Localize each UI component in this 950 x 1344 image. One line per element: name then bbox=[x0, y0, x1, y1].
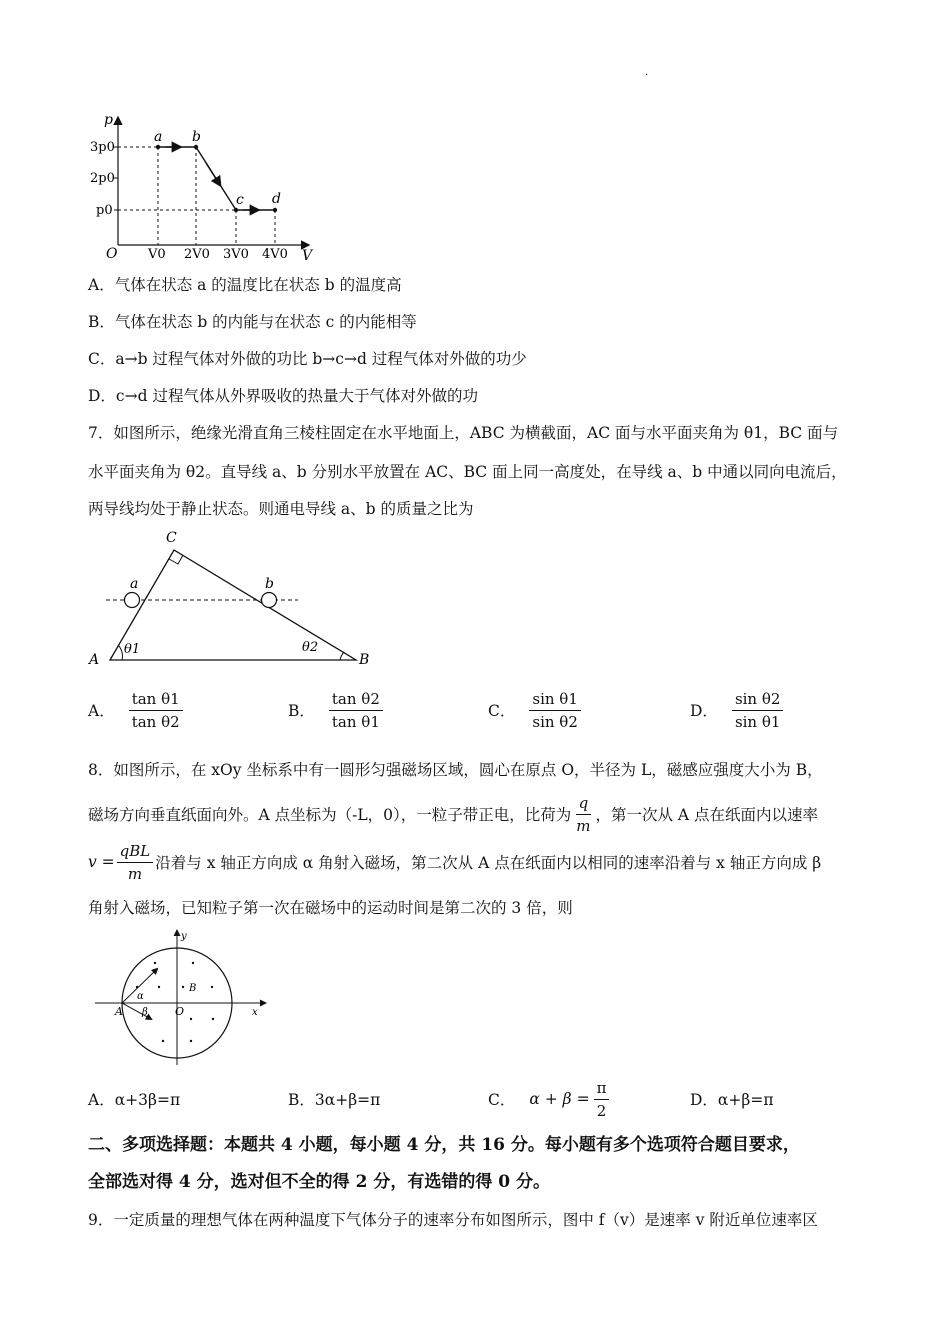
q8-option-d: D．α+β=π bbox=[690, 1091, 774, 1109]
v-tick-v0: V0 bbox=[148, 247, 166, 262]
q8-option-c: C． α + β = $\frac{\pi}{2}$ bbox=[488, 1076, 609, 1122]
prism-figure bbox=[88, 528, 388, 673]
p-tick-p0: p0 bbox=[96, 203, 113, 218]
q8-option-b: B．3α+β=π bbox=[288, 1091, 381, 1109]
origin-label: O bbox=[175, 1005, 185, 1018]
page-dot: · bbox=[645, 70, 649, 81]
vertex-b-label: B bbox=[359, 652, 370, 668]
point-b-label: b bbox=[192, 129, 201, 145]
q8-line-4: 角射入磁场，已知粒子第一次在磁场中的运动时间是第二次的 3 倍，则 bbox=[88, 899, 573, 917]
q6-option-d: D．c→d 过程气体从外界吸收的热量大于气体对外做的功 bbox=[88, 387, 478, 405]
p-tick-3p0: 3p0 bbox=[90, 140, 115, 155]
section-2-heading-line-1: 二、多项选择题：本题共 4 小题，每小题 4 分，共 16 分。每小题有多个选项符合题目要求， bbox=[88, 1135, 800, 1155]
theta2-label: θ2 bbox=[302, 640, 319, 655]
point-a-label: a bbox=[154, 129, 163, 145]
x-axis-label: x bbox=[252, 1007, 258, 1018]
q8-line-1: 8．如图所示，在 xOy 坐标系中有一圆形匀强磁场区域，圆心在原点 O，半径为 L，磁感应强度大小为 B， bbox=[88, 761, 823, 779]
q6-option-b: B．气体在状态 b 的内能与在状态 c 的内能相等 bbox=[88, 313, 417, 331]
v-tick-3v0: 3V0 bbox=[223, 247, 249, 262]
q7-option-b: B． $\frac{\text{tan θ2}}{\text{tan θ1}}$ bbox=[288, 686, 383, 734]
q7-option-d: D． $\frac{\text{sin θ2}}{\text{sin θ1}}$ bbox=[690, 686, 783, 734]
section-2-heading-line-2: 全部选对得 4 分，选对但不全的得 2 分，有选错的得 0 分。 bbox=[88, 1172, 550, 1192]
theta1-label: θ1 bbox=[124, 642, 141, 657]
field-b-label: B bbox=[189, 983, 197, 994]
v-axis-label: V bbox=[302, 248, 313, 264]
magnetic-field-figure bbox=[95, 927, 275, 1067]
q8-option-a: A．α+3β=π bbox=[88, 1091, 181, 1109]
q8-options bbox=[88, 1076, 878, 1122]
q9-line-1: 9．一定质量的理想气体在两种温度下气体分子的速率分布如图所示，图中 f（v）是速率 v 附近单位速率区 bbox=[88, 1211, 818, 1229]
y-axis-label: y bbox=[181, 931, 187, 942]
pv-graph bbox=[88, 110, 318, 268]
point-a-label: A bbox=[115, 1005, 123, 1018]
q7-option-a: A． $\frac{\text{tan θ1}}{\text{tan θ2}}$ bbox=[88, 686, 183, 734]
q8-line-3: v = $\frac{\text{qBL}}{m}$ 沿着与 x 轴正方向成 α 角射入磁场，第二次从 A 点在纸面内以相同的速率沿着与 x 轴正方向成 β bbox=[88, 841, 822, 883]
q6-option-a: A．气体在状态 a 的温度比在状态 b 的温度高 bbox=[88, 276, 402, 294]
q7-option-c: C． $\frac{\text{sin θ1}}{\text{sin θ2}}$ bbox=[488, 686, 581, 734]
beta-label: β bbox=[142, 1007, 148, 1018]
wire-b-label: b bbox=[265, 576, 274, 592]
vertex-c-label: C bbox=[166, 530, 177, 546]
q7-line-1: 7．如图所示，绝缘光滑直角三棱柱固定在水平地面上，ABC 为横截面，AC 面与水平面夹角为 θ1，BC 面与 bbox=[88, 424, 839, 442]
p-tick-2p0: 2p0 bbox=[90, 171, 115, 186]
q8-line-2: 磁场方向垂直纸面向外。A 点坐标为（-L，0），一粒子带正电，比荷为 $\frac{q}{m}$ ，第一次从 A 点在纸面内以速率 bbox=[88, 793, 819, 835]
v-tick-4v0: 4V0 bbox=[262, 247, 288, 262]
p-axis-label: p bbox=[104, 112, 113, 128]
q7-line-2: 水平面夹角为 θ2。直导线 a、b 分别水平放置在 AC、BC 面上同一高度处，在导线 a、b 中通以同向电流后， bbox=[88, 463, 847, 481]
point-c-label: c bbox=[236, 192, 244, 208]
wire-a-label: a bbox=[130, 576, 139, 592]
origin-label: O bbox=[106, 246, 118, 262]
v-tick-2v0: 2V0 bbox=[184, 247, 210, 262]
vertex-a-label: A bbox=[89, 652, 100, 668]
point-d-label: d bbox=[272, 191, 281, 207]
alpha-label: α bbox=[137, 991, 144, 1002]
q6-option-c: C．a→b 过程气体对外做的功比 b→c→d 过程气体对外做的功少 bbox=[88, 350, 527, 368]
q7-options bbox=[88, 686, 878, 734]
q7-line-3: 两导线均处于静止状态。则通电导线 a、b 的质量之比为 bbox=[88, 500, 474, 518]
